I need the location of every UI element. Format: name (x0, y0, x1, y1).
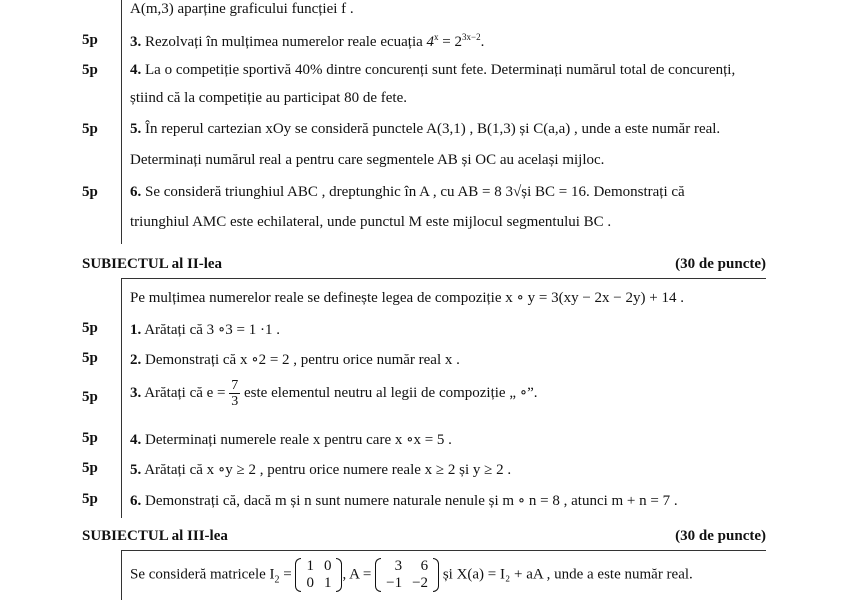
subject1-item4-line1 (130, 62, 735, 79)
item-text: Arătați că e = (144, 384, 226, 401)
item-text: Demonstrați că x ∘2 = 2 , pentru orice număr real x . (145, 352, 460, 368)
equation: $4^x = 2^{3x-2}$. (426, 32, 485, 50)
item-number: 3. (130, 384, 142, 401)
subject1-item6-line2: triunghiul AMC este echilateral, unde punctul M este mijlocul segmentului BC . (130, 214, 612, 230)
subject1-item5-line1 (130, 121, 720, 138)
item-text: Determinați numerele reale x pentru care x ∘x = 5 . (145, 432, 452, 448)
subject1-item4-line2: știind că la competiție au participat 80 de fete. (130, 90, 407, 106)
subject2-score: (30 de puncte) (675, 256, 766, 272)
item-number: 2. (130, 352, 142, 368)
subject1-line0: A(m,3) aparține graficului funcției f . (130, 1, 354, 17)
points-label: 5p (82, 460, 98, 476)
subject2-item4 (130, 430, 452, 449)
item-number: 6. (130, 184, 142, 200)
left-rule-subject2 (121, 278, 122, 518)
points-label: 5p (82, 491, 98, 507)
subject1-item5-line2: Determinați numărul real a pentru care segmentele AB și OC au același mijloc. (130, 152, 605, 168)
item-text: La o competiție sportivă 40% dintre concurenți sunt fete. Determinați numărul total de concurenți, (145, 62, 736, 78)
left-rule-subject1 (121, 0, 122, 244)
item-text: În reperul cartezian xOy se consideră punctele A(3,1) , B(1,3) și C(a,a) , unde a este număr real. (145, 121, 721, 137)
subject3-title: SUBIECTUL al III-lea (82, 528, 228, 544)
subject2-title: SUBIECTUL al II-lea (82, 256, 223, 272)
item-number: 5. (130, 121, 142, 137)
item-number: 4. (130, 432, 142, 448)
subject2-item3 (130, 378, 538, 409)
points-label: 5p (82, 121, 98, 137)
points-label: 5p (82, 350, 98, 366)
item-text: Arătați că 3 ∘3 = 1 ·1 . (144, 322, 280, 338)
subject2-item5 (130, 460, 511, 479)
divider-subject2 (121, 278, 766, 279)
item-number: 1. (130, 322, 142, 338)
item-text: Rezolvați în mulțimea numerelor reale ecuația (145, 34, 423, 50)
subject2-item6 (130, 491, 678, 510)
subject2-heading (82, 256, 766, 273)
item-number: 5. (130, 462, 142, 478)
fraction: $\frac{7}{3}$ (231, 378, 239, 409)
subject2-intro: Pe mulțimea numerelor reale se definește legea de compoziție x ∘ y = 3(xy − 2x − 2y) + 14 . (130, 290, 684, 306)
item-number: 4. (130, 62, 142, 78)
points-label: 5p (82, 430, 98, 446)
subject3-intro: Se consideră matricele $I_2$ = 1 0 0 1 , A = 3 6 −1 −2 și X(a) = I₂ + aA , unde a este număr real. (130, 558, 693, 591)
identity-matrix: 1 0 0 1 (295, 558, 342, 592)
matrix-a: 3 6 −1 −2 (375, 558, 439, 592)
item-text: Arătați că x ∘y ≥ 2 , pentru orice numere reale x ≥ 2 și y ≥ 2 . (144, 462, 512, 478)
divider-subject3 (121, 550, 766, 551)
points-label: 5p (82, 62, 98, 78)
points-label: 5p (82, 32, 98, 48)
item-text-2: este elementul neutru al legii de compoziție „ ∘”. (244, 384, 538, 401)
item-number: 6. (130, 493, 142, 509)
item-text: Demonstrați că, dacă m și n sunt numere naturale nenule și m ∘ n = 8 , atunci m + n = 7 . (145, 493, 678, 509)
points-label: 5p (82, 184, 98, 200)
points-label: 5p (82, 389, 98, 405)
subject2-item1 (130, 320, 280, 339)
item-text: Se consideră triunghiul ABC , dreptunghic în A , cu AB = 8 3√și BC = 16. Demonstrați că (145, 184, 685, 200)
points-label: 5p (82, 320, 98, 336)
subject1-item6-line1 (130, 184, 685, 201)
subject3-heading (82, 528, 766, 545)
subject3-score: (30 de puncte) (675, 528, 766, 544)
subject2-item2 (130, 350, 460, 369)
subject1-item3 (130, 32, 484, 51)
item-number: 3. (130, 34, 142, 50)
left-rule-subject3 (121, 550, 122, 600)
